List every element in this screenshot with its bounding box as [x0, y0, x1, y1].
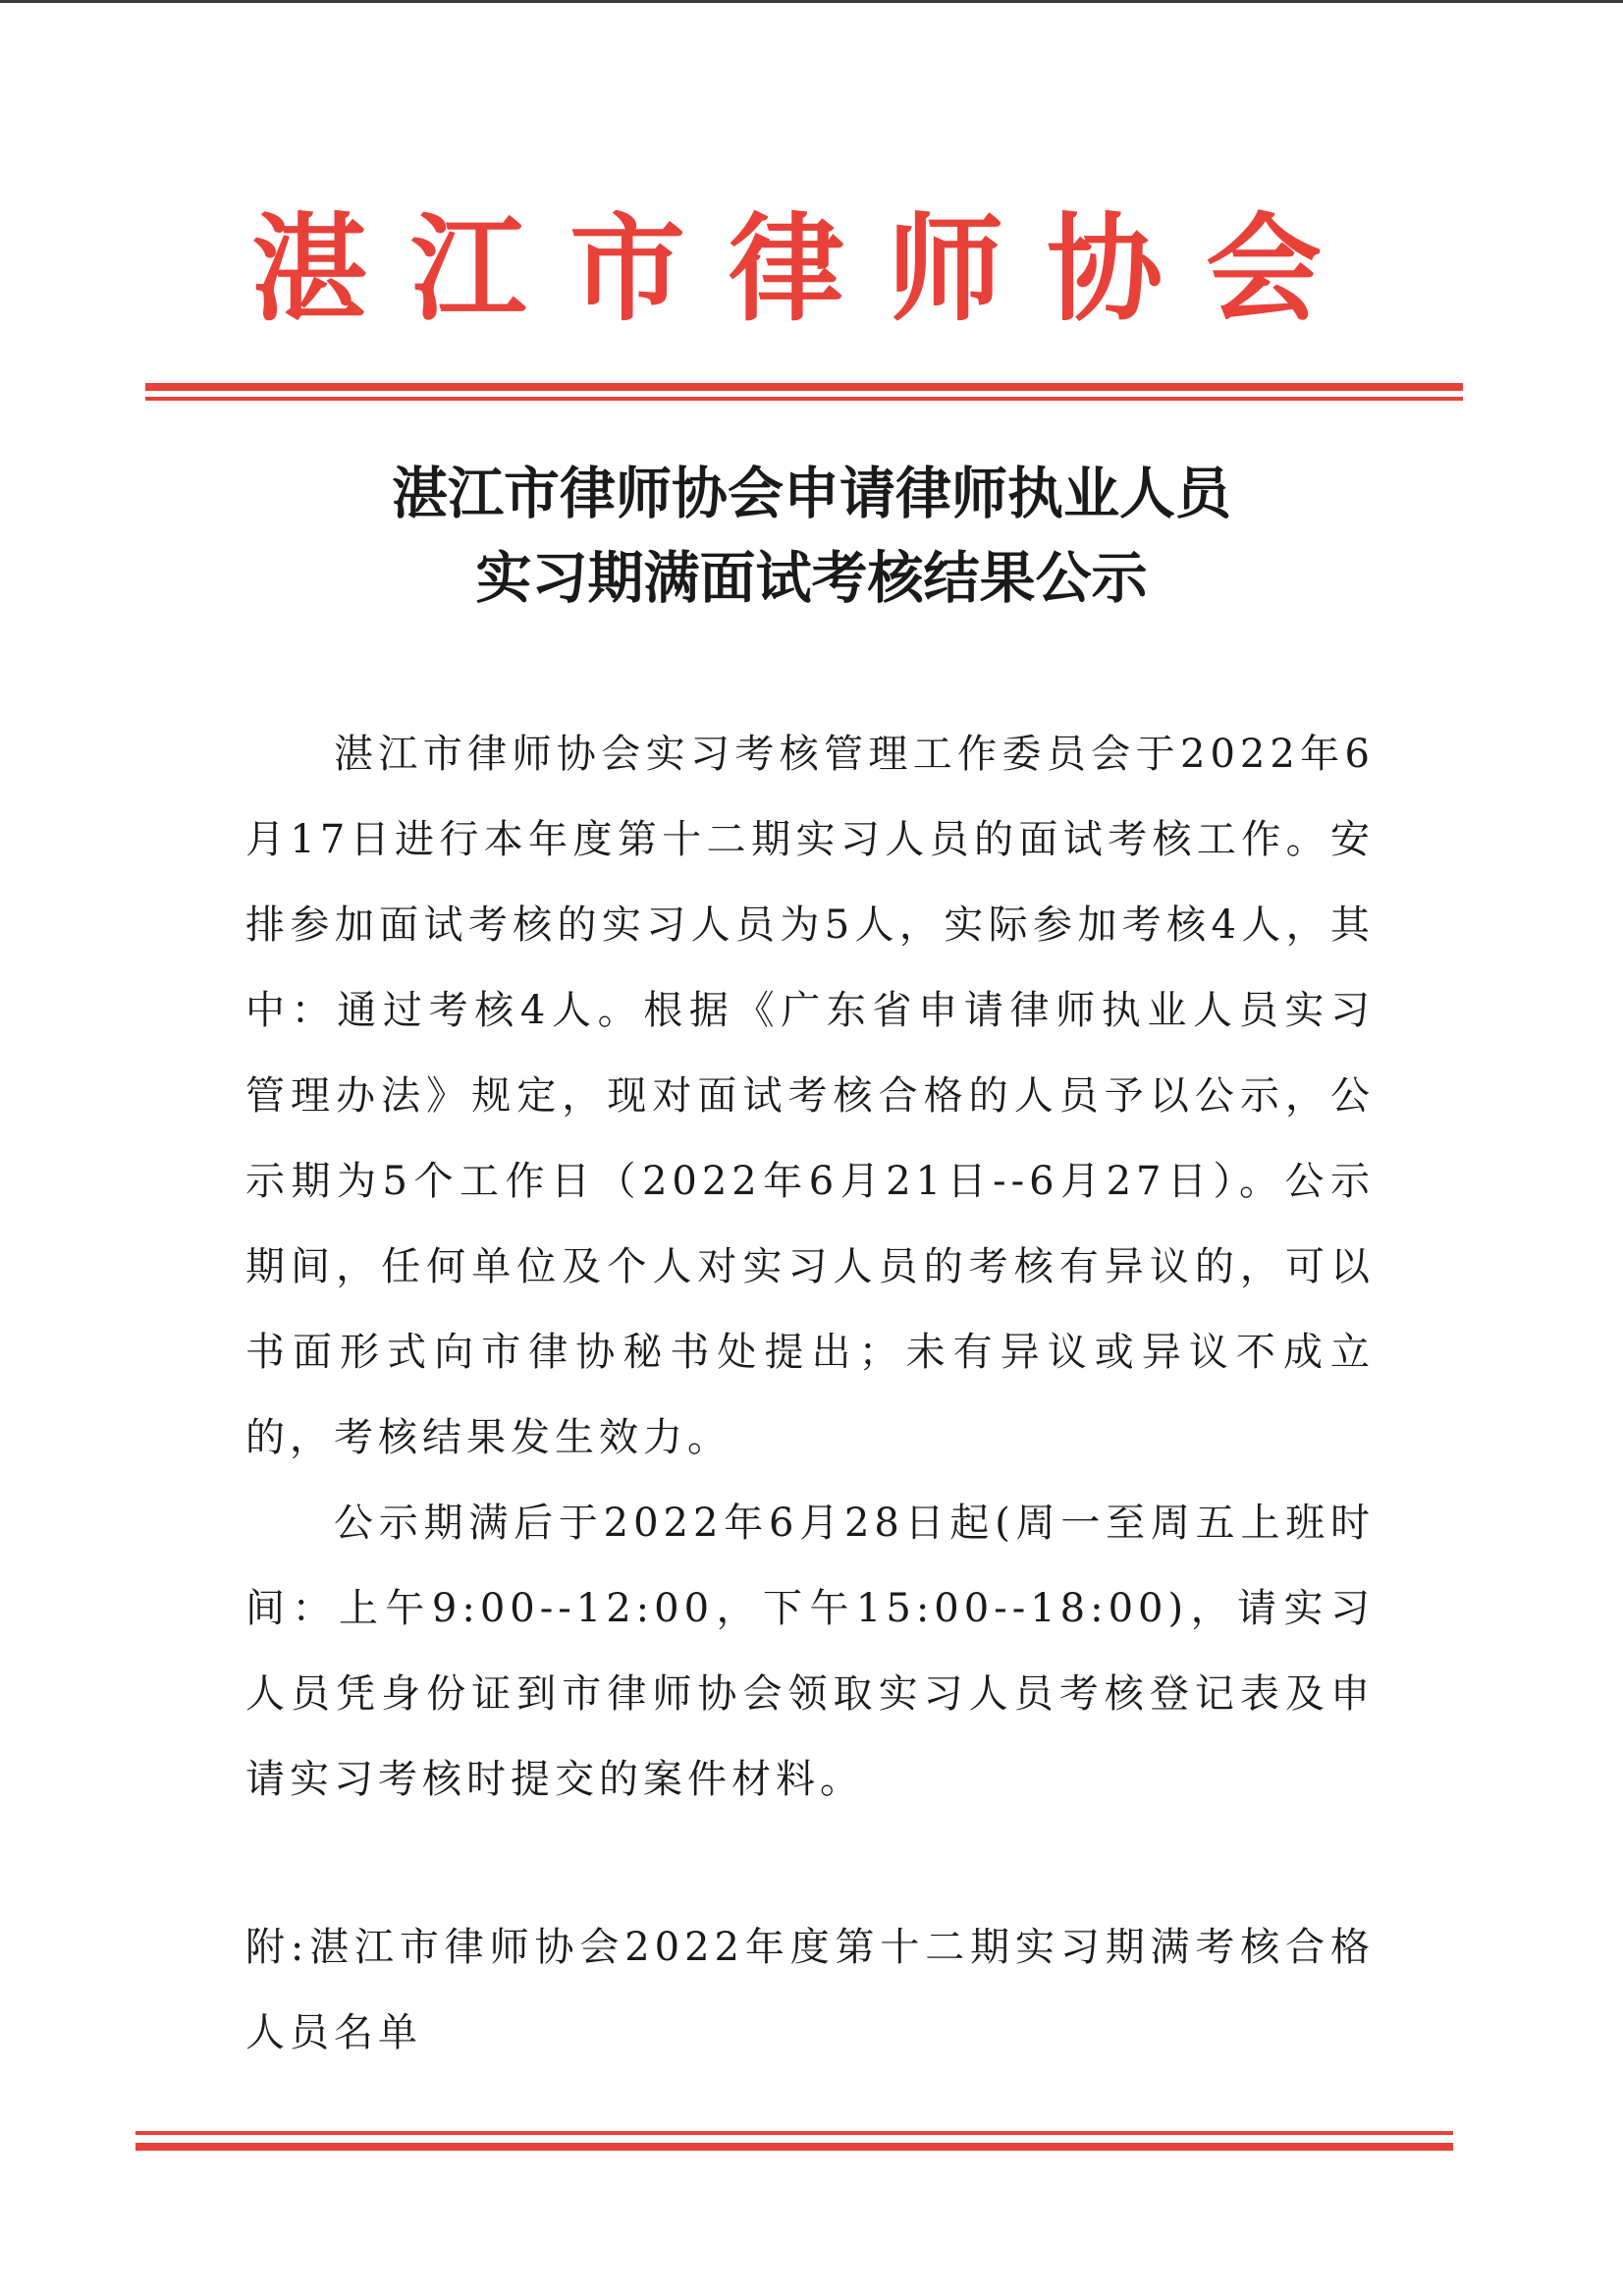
footer-rule-thick [135, 2143, 1453, 2151]
letterhead-org-name: 湛江市律师协会 [250, 201, 1365, 337]
attachment-note: 附:湛江市律师协会2022年度第十二期实习期满考核合格人员名单 [245, 1925, 1375, 2055]
body-paragraph-2: 公示期满后于2022年6月28日起(周一至周五上班时间：上午9:00--12:00，下午15:00--18:00)，请实习人员凭身份证到市律师协会领取实习人员考核登记表及申请实习考核时提交的案件材料。 [245, 1501, 1375, 1802]
letterhead-rule-thin [145, 397, 1463, 401]
body-paragraph-1: 湛江市律师协会实习考核管理工作委员会于2022年6月17日进行本年度第十二期实习人员的面试考核工作。安排参加面试考核的实习人员为5人，实际参加考核4人，其中：通过考核4人。根据《广东省申请律师执业人员实习管理办法》规定，现对面试考核合格的人员予以公示，公示期为5个工作日（2022年6月21日--6月27日）。公示期间，任何单位及个人对实习人员的考核有异议的，可以书面形式向市律协秘书处提出；未有异议或异议不成立的，考核结果发生效力。 [245, 732, 1375, 1460]
scan-edge-line [0, 0, 1623, 3]
footer-rule-thin [135, 2131, 1453, 2135]
letterhead-rule-thick [145, 383, 1463, 391]
document-title-line-1: 湛江市律师协会申请律师执业人员 [392, 462, 1231, 526]
document-title-line-2: 实习期满面试考核结果公示 [475, 546, 1148, 611]
